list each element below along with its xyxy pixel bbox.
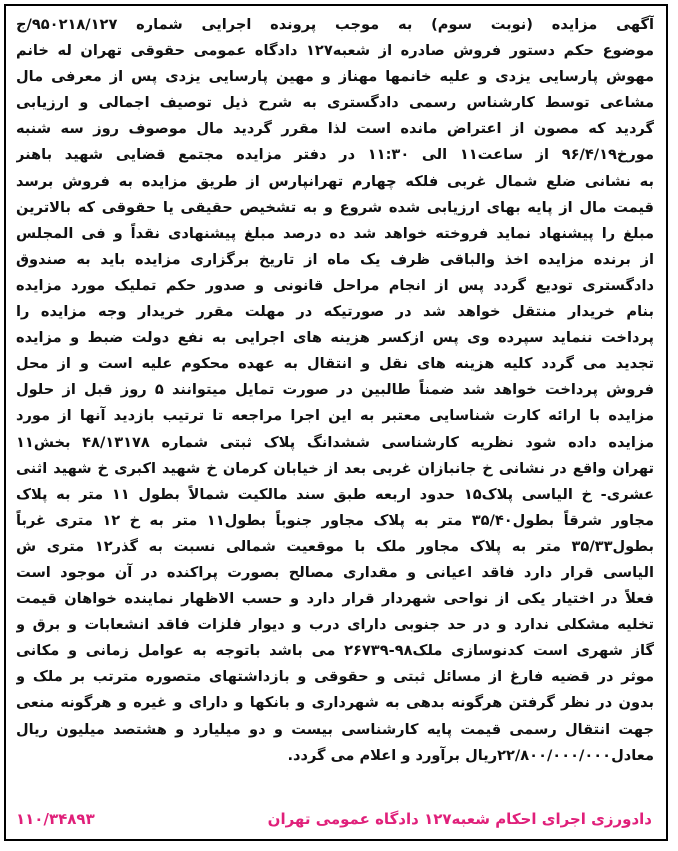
- notice-line: مزایده داده شود نظریه کارشناسی ششدانگ پلاک ثبتی شماره ۴۸/۱۳۱۷۸ بخش۱۱: [16, 433, 654, 451]
- notice-line: تجدید می گردد کلیه هزینه های نقل و انتقال به عهده محکوم علیه است و از محل: [16, 355, 654, 373]
- notice-line: بدون در نظر گرفتن هرگونه بدهی به شهرداری و بانکها و دارای و غیره و هرگونه منعی: [16, 694, 654, 712]
- notice-line: مبلغ را پیشنهاد نماید فروخته خواهد شد ده درصد مبلغ پیشنهادی نقداً و فی المجلس: [16, 224, 654, 242]
- footer-issuer: دادورزی اجرای احکام شعبه۱۲۷ دادگاه عمومی تهران: [267, 810, 652, 828]
- notice-line: به نشانی ضلع شمال غربی فلکه چهارم تهرانپارس از طریق مزایده به فروش برسد: [16, 172, 654, 190]
- notice-frame: [4, 4, 668, 841]
- notice-line: تخلیه مشکلی ندارد و در حد جنوبی دارای درب و دیوار فلزات فاقد انشعابات و برق و: [16, 616, 654, 634]
- notice-line: از برنده مزایده اخذ والباقی ظرف یک ماه از تاریخ برگزاری مزایده باید به صندوق: [16, 250, 654, 268]
- notice-footer: [16, 805, 652, 833]
- notice-line: گردید که مصون از اعتراض مانده است لذا مقرر گردید مال موصوف روز سه شنبه: [16, 120, 654, 138]
- notice-line: بطول۳۵/۳۳ متر به پلاک مجاور ملک با موقعیت شمالی نسبت به گذر۱۲ متری ش: [16, 537, 654, 555]
- notice-line: بنام خریدار منتقل خواهد شد در صورتیکه در مهلت مقرر خریدار وجه مزایده را: [16, 303, 654, 321]
- notice-line: مشاعی توسط کارشناس رسمی دادگستری به شرح ذیل توصیف اجمالی و ارزیابی: [16, 94, 654, 112]
- notice-line: قیمت مال از پایه بهای ارزیابی شده شروع و به تشخیص حقیقی یا حقوقی که بالاترین: [16, 198, 654, 216]
- notice-line: موضوع حکم دستور فروش صادره از شعبه۱۲۷ دادگاه عمومی حقوقی تهران له خانم: [16, 42, 654, 60]
- notice-line: فعلاً در اختیار یکی از نواحی شهردار قرار دارد و حسب الاظهار نماینده خواهان قیمت: [16, 590, 654, 608]
- notice-line: جهت انتقال رسمی قیمت پایه کارشناسی بیست و دو میلیارد و هشتصد میلیون ریال: [16, 720, 654, 738]
- notice-line: دادگستری تودیع گردد پس از انجام مراحل قانونی و صدور حکم تملیک مورد مزایده: [16, 276, 654, 294]
- notice-line: مزایده با ارائه کارت شناسایی معتبر به این اجرا مراجعه تا ترتیب بازدید آنها از مورد: [16, 407, 654, 425]
- notice-line: الیاسی قرار دارد فاقد اعیانی و مقداری مصالح بصورت پراکنده در آن موجود است: [16, 563, 654, 581]
- notice-line: مهوش پارسایی یزدی و علیه خانمها مهناز و مهین پارسایی یزدی پس از معرفی مال: [16, 68, 654, 86]
- notice-line: مورخ۹۶/۴/۱۹ از ساعت۱۱ الی ۱۱:۳۰ در دفتر مزایده مجتمع قضایی شهید باهنر: [16, 146, 654, 164]
- notice-line: گاز شهری است کدنوسازی ملک۹۸-۲۶۷۳۹ می باشد باتوجه به عوامل زمانی و مکانی: [16, 642, 654, 660]
- notice-line: مجاور شرقاً بطول۳۵/۴۰ متر به پلاک مجاور جنوباً بطول۱۱ متر به خ ۱۲ متری غرباً: [16, 511, 654, 529]
- footer-code: ۱۱۰/۳۴۸۹۳: [16, 810, 95, 828]
- notice-line: آگهی مزایده (نوبت سوم) به موجب پرونده اجرایی شماره ۹۵۰۲۱۸/۱۲۷/ج: [16, 16, 654, 33]
- notice-body: [16, 12, 654, 769]
- notice-line: پرداخت ننماید سپرده وی پس ازکسر هزینه های اجرایی به نفع دولت ضبط و مزایده: [16, 329, 654, 347]
- notice-line: تهران واقع در نشانی خ جانبازان غربی بعد از خیابان کرمان خ شهید اکبری خ شهید اثنی: [16, 459, 654, 477]
- notice-line: معادل۲۲/۸۰۰/۰۰۰/۰۰۰ریال برآورد و اعلام می گردد.: [287, 746, 654, 764]
- notice-line: فروش پرداخت خواهد شد ضمناً طالبین در صورت تمایل میتوانند ۵ روز قبل از حلول: [16, 381, 654, 399]
- notice-line: عشری- خ الیاسی پلاک۱۵ حدود اربعه طبق سند مالکیت شمالاً بطول ۱۱ متر به پلاک: [16, 485, 654, 503]
- notice-line: موثر در قضیه فارغ از مسائل ثبتی و حقوقی و بازداشتهای متصوره مترتب بر ملک و: [16, 668, 654, 686]
